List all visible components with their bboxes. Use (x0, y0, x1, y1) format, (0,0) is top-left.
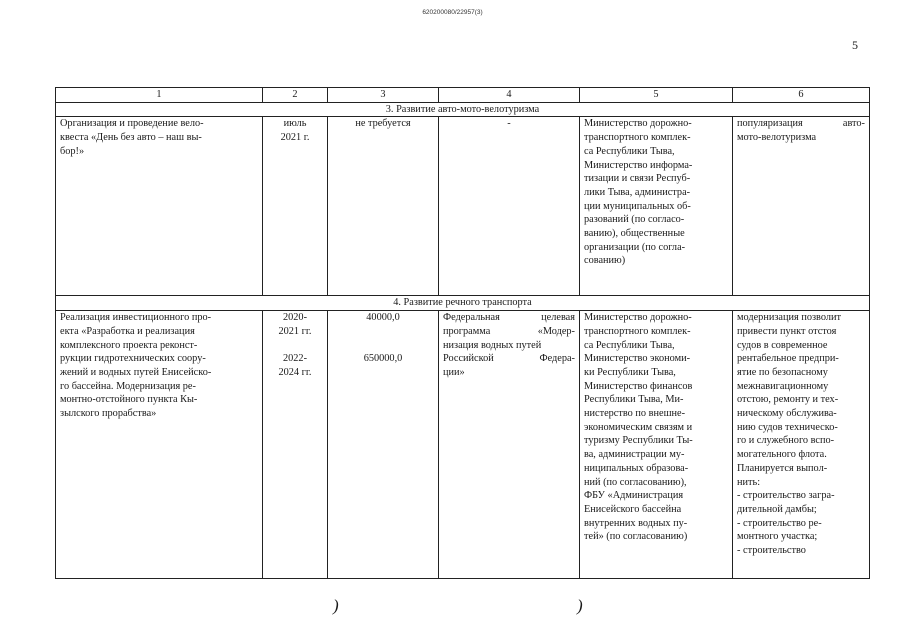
text-line: ции муниципальных об- (584, 200, 691, 212)
text-line: са Республики Тыва, (584, 339, 675, 351)
text-line: - строительство ре- (737, 517, 822, 529)
period-cell (263, 311, 328, 579)
text-line: сованию) (584, 255, 626, 267)
text-line: рентабельное предпри- (737, 353, 839, 365)
text-line: го бассейна. Модернизация ре- (60, 380, 196, 392)
text-line: монтного участка; (737, 531, 818, 543)
period-cell (263, 117, 328, 296)
text-line: привести пункт отстоя (737, 325, 837, 337)
column-header: 4 (439, 88, 580, 103)
text-line: - строительство загра- (737, 490, 835, 502)
text-line: низация водных путей (443, 339, 542, 351)
text-line: Министерство дорожно- (584, 118, 692, 130)
text-line: июль (283, 118, 307, 130)
text-line: жений и водных путей Енисейско- (60, 366, 212, 378)
text-line: ФБУ «Администрация (584, 490, 684, 502)
text-line: Министерство финансов (584, 380, 693, 392)
text-line: 2021 г. (280, 132, 310, 144)
text-line: рукции гидротехнических соору- (60, 353, 206, 365)
period-block (267, 352, 323, 379)
text-line: квеста «День без авто – наш вы- (60, 132, 202, 144)
funding-value: 40000,0 (366, 312, 400, 324)
text-line: 2020- (282, 312, 308, 324)
text-line: межнавигационному (737, 380, 829, 392)
text-line: ва, администрации му- (584, 449, 685, 461)
result-cell (733, 311, 870, 579)
text-line: Министерство дорожно- (584, 312, 692, 324)
source-cell (439, 117, 580, 296)
section-row (56, 296, 870, 311)
text-line: судов в современное (737, 339, 828, 351)
column-header: 3 (328, 88, 439, 103)
text-line: лики Тыва, администра- (584, 186, 691, 198)
text-line: внутренних водных пу- (584, 517, 688, 529)
column-header: 5 (580, 88, 733, 103)
text-line: тизации и связи Респуб- (584, 173, 691, 185)
measures-table (55, 87, 870, 579)
text-line: ции» (443, 366, 465, 378)
text-line: не требуется (355, 118, 411, 130)
text-line: тей» (по согласованию) (584, 531, 688, 543)
page-number: 5 (852, 38, 858, 52)
text-line: популяризация авто- (737, 118, 865, 130)
section-title: 3. Развитие авто-мото-велотуризма (56, 102, 870, 117)
text-line: Российской Федера- (443, 353, 575, 365)
text-line: Планируется выпол- (737, 462, 828, 474)
measure-cell (56, 311, 263, 579)
text-line: разований (по согласо- (584, 214, 685, 226)
measure-cell (56, 117, 263, 296)
column-header: 2 (263, 88, 328, 103)
funding-cell (328, 117, 439, 296)
text-line: бор!» (60, 145, 85, 157)
text-line: го и служебного вспо- (737, 435, 835, 447)
text-line: могательного флота. (737, 449, 827, 461)
text-line: са Республики Тыва, (584, 145, 675, 157)
text-line: экономическим связям и (584, 421, 693, 433)
funding-cell (328, 311, 439, 579)
text-line: 2021 гг. (278, 325, 312, 337)
column-header: 1 (56, 88, 263, 103)
text-line: Реализация инвестиционного про- (60, 312, 212, 324)
text-line: Министерство информа- (584, 159, 693, 171)
text-line: нию судов техническо- (737, 421, 838, 433)
column-header: 6 (733, 88, 870, 103)
responsible-cell (580, 311, 733, 579)
section-row (56, 102, 870, 117)
text-line: зылского прорабства» (60, 408, 157, 420)
text-line: программа «Модер- (443, 325, 575, 337)
text-line: 2022- (282, 353, 308, 365)
table-row (56, 117, 870, 296)
text-line: транспортного комплек- (584, 132, 691, 144)
text-line: монтно-отстойного пункта Кы- (60, 394, 198, 406)
text-line: - строительство (737, 545, 806, 557)
responsible-cell (580, 117, 733, 296)
text-line: 2024 гг. (278, 366, 312, 378)
text-line: Енисейского бассейна (584, 503, 682, 515)
text-line: ятие по безопасному (737, 366, 828, 378)
text-line: нистерство по внешне- (584, 408, 686, 420)
text-line: отстою, ремонту и тех- (737, 394, 839, 406)
funding-value: 650000,0 (363, 353, 403, 365)
source-cell (439, 311, 580, 579)
footer-mark: ) (333, 596, 339, 615)
text-line: ний (по согласованию), (584, 476, 687, 488)
text-line: организации (по согла- (584, 241, 686, 253)
column-header-row (56, 88, 870, 103)
result-cell (733, 117, 870, 296)
text-line: Федеральная целевая (443, 312, 575, 324)
text-line: дительной дамбы; (737, 503, 817, 515)
text-line: - (507, 118, 511, 130)
period-block (267, 311, 323, 338)
text-line: екта «Разработка и реализация (60, 325, 195, 337)
table-row (56, 311, 870, 579)
text-line: Организация и проведение вело- (60, 118, 204, 130)
section-title: 4. Развитие речного транспорта (56, 296, 870, 311)
text-line: транспортного комплек- (584, 325, 691, 337)
text-line: ниципальных образова- (584, 462, 689, 474)
document-number: 620200080/22957(3) (422, 9, 483, 16)
text-line: Министерство экономи- (584, 353, 691, 365)
text-line: ническому обслужива- (737, 408, 837, 420)
text-line: модернизация позволит (737, 312, 841, 324)
text-line: ки Республики Тыва, (584, 366, 676, 378)
text-line: мото-велотуризма (737, 132, 817, 144)
text-line: комплексного проекта реконст- (60, 339, 198, 351)
footer-mark: ) (577, 596, 583, 615)
text-line: ванию), общественные (584, 228, 685, 240)
text-line: туризму Республики Ты- (584, 435, 693, 447)
text-line: Республики Тыва, Ми- (584, 394, 684, 406)
text-line: нить: (737, 476, 761, 488)
